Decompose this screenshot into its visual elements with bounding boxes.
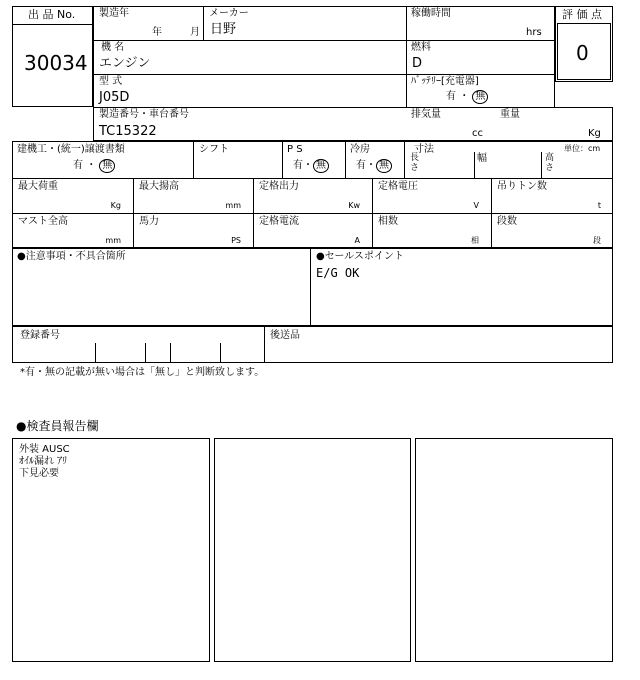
displacement-unit: cc: [472, 128, 483, 139]
row5-unit-0: Kg: [110, 201, 121, 210]
row5-unit-2: Kw: [348, 201, 360, 210]
hours-unit: hrs: [526, 27, 542, 38]
dims-height-label: 高 さ: [545, 153, 555, 173]
row5-label-0: 最大荷重: [18, 181, 58, 192]
row5-unit-1: mm: [225, 201, 241, 210]
sales-label: ●セールスポイント: [316, 251, 404, 262]
row5-label-1: 最大揚高: [139, 181, 179, 192]
row6-label-4: 段数: [497, 216, 517, 227]
dims-length-label: 長 さ: [410, 153, 420, 173]
notes-label: ●注意事項・不具合箇所: [17, 251, 126, 262]
maker-label: メーカー: [209, 8, 249, 19]
row5-label-2: 定格出力: [259, 181, 299, 192]
row5-label-3: 定格電圧: [378, 181, 418, 192]
row5-label-4: 吊りトン数: [497, 181, 547, 192]
lot-number: 30034: [24, 51, 88, 75]
cooler-label: 冷房: [350, 144, 370, 155]
row5-unit-3: V: [473, 201, 479, 210]
fuel-label: 燃料: [411, 42, 431, 53]
machine-name-value: エンジン: [99, 56, 151, 71]
model-label: 型 式: [99, 76, 123, 87]
row5-unit-4: t: [597, 201, 601, 210]
inspector-line-2: ｵｲﾙ漏れ ｱﾘ: [19, 456, 68, 467]
shift-label: シフト: [199, 144, 229, 155]
machine-name-label: 機 名: [101, 42, 125, 53]
lot-label: 出 品 No.: [28, 8, 76, 21]
row6-unit-2: A: [354, 236, 360, 245]
transfer-doc-label: 建機工・(統一)譲渡書類: [17, 144, 125, 155]
dims-width-label: 幅: [477, 153, 487, 164]
battery-label: ﾊﾞｯﾃﾘｰ[充電器]: [411, 76, 479, 87]
footnote: *有・無の記載が無い場合は「無し」と判断致します。: [20, 367, 265, 378]
inspector-line-1: 外装 AUSC: [19, 444, 70, 455]
row6-label-3: 相数: [378, 216, 398, 227]
cooler-yes-no: 有・ 無: [356, 159, 392, 173]
registration-label: 登録番号: [20, 330, 60, 341]
battery-yes-no: 有 ・ 無: [446, 90, 488, 104]
registration-box: [12, 326, 613, 363]
row6-label-2: 定格電流: [259, 216, 299, 227]
battery-no-circled: 無: [472, 90, 488, 104]
displacement-label: 排気量: [411, 109, 441, 120]
transfer-doc-yes-no: 有 ・ 無: [73, 159, 115, 173]
fuel-value: D: [412, 56, 423, 71]
rating-value: 0: [576, 41, 589, 65]
row6-label-0: マスト全高: [18, 216, 68, 227]
weight-unit: Kg: [588, 128, 601, 139]
year-label: 製造年: [99, 8, 129, 19]
row6-unit-0: mm: [105, 236, 121, 245]
serial-label: 製造番号・車台番号: [99, 109, 189, 120]
dims-unit-note: 単位：cm: [564, 144, 601, 153]
month-unit: 月: [190, 27, 200, 38]
serial-value: TC15322: [99, 124, 157, 139]
inspector-line-3: 下見必要: [19, 468, 59, 479]
row6-unit-3: 相: [471, 236, 479, 245]
cooler-no-circled: 無: [376, 159, 392, 173]
model-value: J05D: [99, 90, 130, 105]
row6-label-1: 馬力: [139, 216, 159, 227]
row6-unit-4: 段: [593, 236, 601, 245]
transfer-doc-no-circled: 無: [99, 159, 115, 173]
ps-no-circled: 無: [313, 159, 329, 173]
sales-value: E/G OK: [316, 266, 360, 280]
ps-label: P S: [287, 144, 303, 155]
maker-value: 日野: [210, 22, 237, 37]
dims-label: 寸法: [414, 144, 434, 155]
inspector-title: ●検査員報告欄: [16, 419, 99, 433]
shipping-label: 後送品: [270, 330, 300, 341]
hours-label: 稼働時間: [411, 8, 451, 19]
inspector-panel-3: [415, 438, 613, 662]
rating-label: 評 価 点: [562, 8, 602, 21]
spec-grid-mid: [12, 141, 613, 248]
inspector-panel-2: [214, 438, 411, 662]
ps-yes-no: 有・ 無: [293, 159, 329, 173]
row6-unit-1: PS: [231, 236, 241, 245]
year-unit: 年: [152, 27, 162, 38]
weight-label: 重量: [500, 109, 520, 120]
